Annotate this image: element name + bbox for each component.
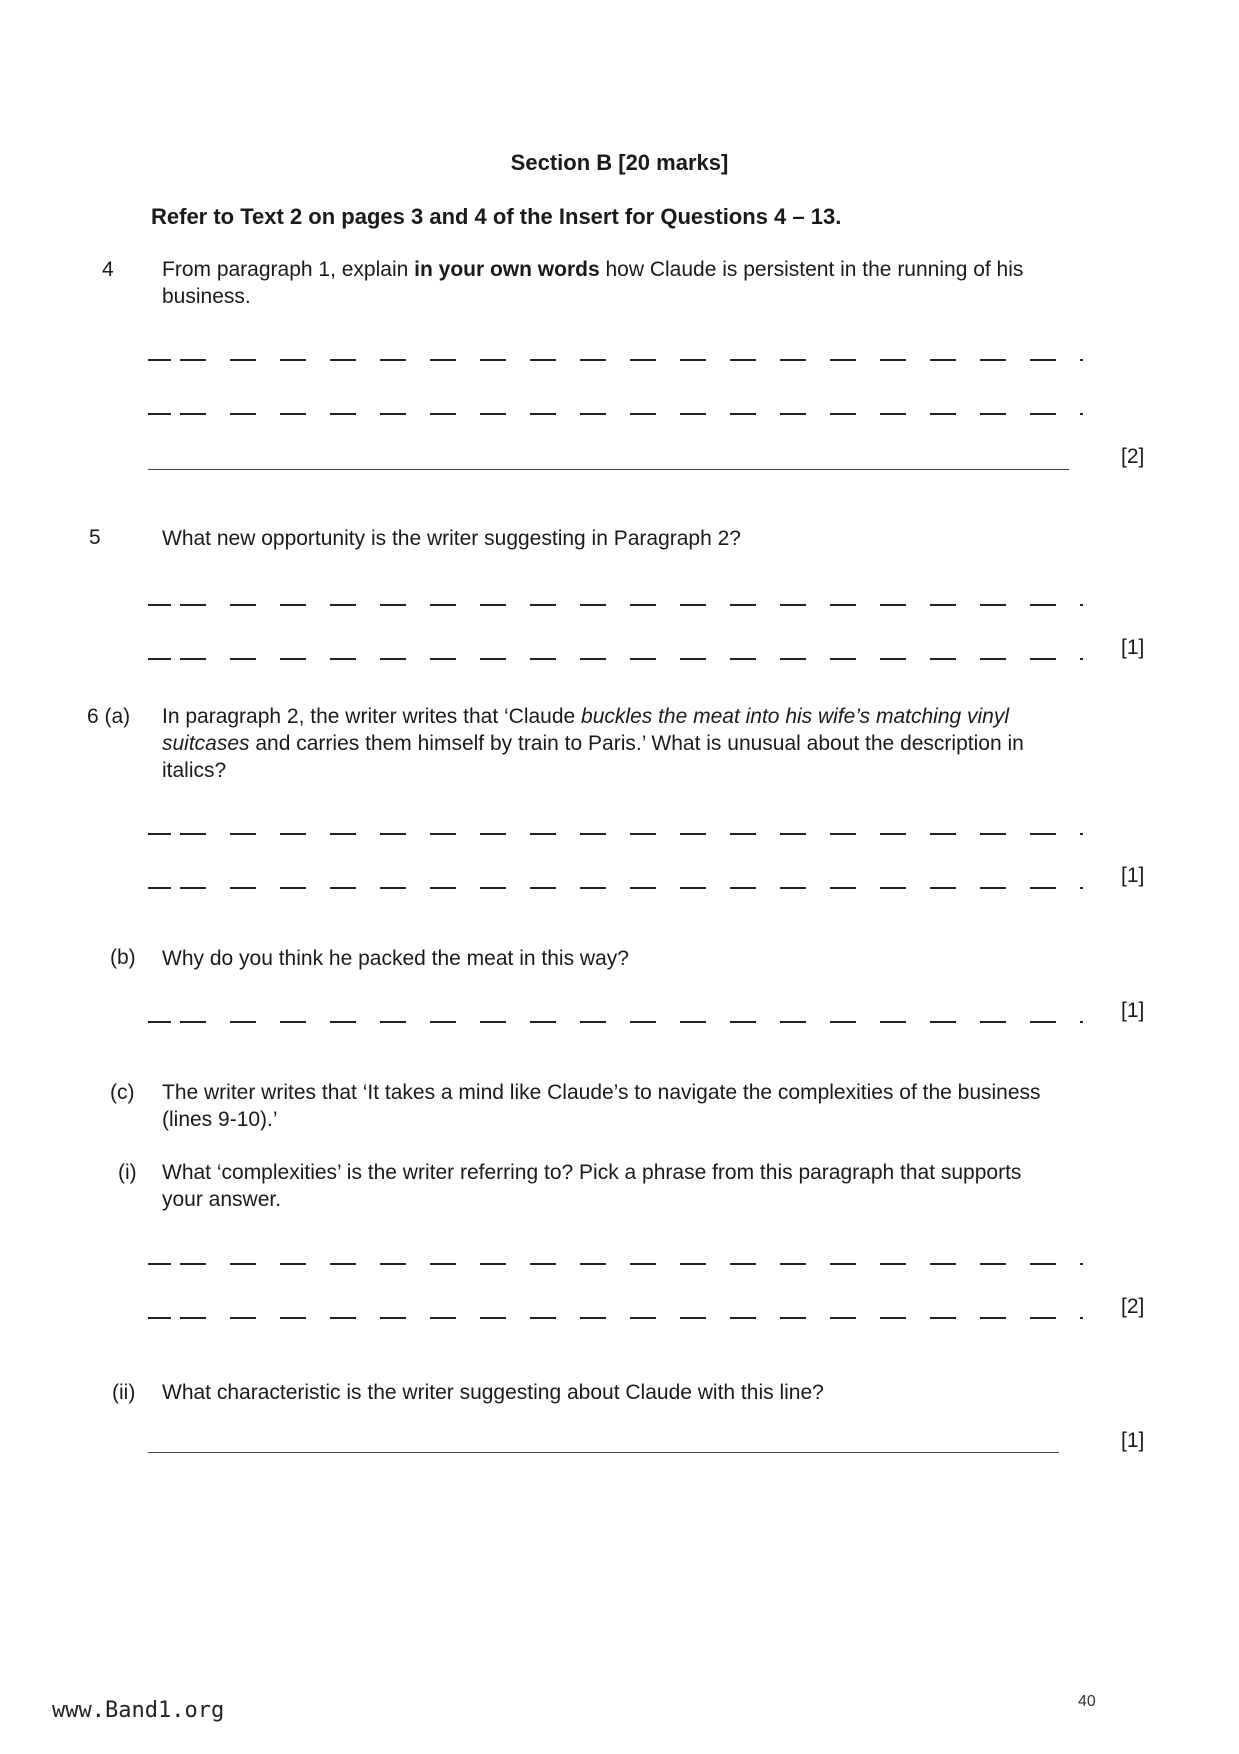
question-text-6c: The writer writes that ‘It takes a mind like Claude’s to navigate the complexities of the business (lines 9-10).’ bbox=[162, 1081, 1041, 1131]
question-text-part: In paragraph 2, the writer writes that ‘Claude bbox=[162, 705, 582, 728]
page-number: 40 bbox=[1078, 1693, 1096, 1710]
footer-url: www.Band1.org bbox=[52, 1698, 225, 1723]
section-instruction: Refer to Text 2 on pages 3 and 4 of the Insert for Questions 4 – 13. bbox=[151, 204, 842, 229]
answer-line[interactable] bbox=[148, 604, 1083, 606]
question-number: 4 bbox=[102, 258, 114, 281]
answer-line[interactable] bbox=[148, 658, 1083, 660]
question-text-part: From paragraph 1, explain bbox=[162, 258, 415, 281]
answer-line[interactable] bbox=[148, 469, 1069, 470]
answer-line[interactable] bbox=[148, 887, 1083, 889]
answer-line[interactable] bbox=[148, 413, 1083, 415]
question-text-6a bbox=[162, 703, 1057, 784]
marks-badge: [1] bbox=[1121, 1429, 1145, 1452]
question-text-part: and carries them himself by train to Paris.’ What is unusual about the description in italics? bbox=[162, 732, 1024, 782]
answer-line[interactable] bbox=[148, 1021, 1083, 1023]
question-number: (b) bbox=[110, 946, 136, 969]
marks-badge: [1] bbox=[1121, 864, 1145, 887]
section-title: Section B [20 marks] bbox=[510, 150, 729, 175]
question-number: (i) bbox=[118, 1161, 137, 1184]
question-text-emphasis: in your own words bbox=[414, 258, 600, 281]
question-number: (ii) bbox=[112, 1381, 136, 1404]
question-text-4 bbox=[162, 256, 1067, 310]
question-text-6cii: What characteristic is the writer suggesting about Claude with this line? bbox=[162, 1381, 824, 1404]
answer-line[interactable] bbox=[148, 833, 1083, 835]
question-number: (c) bbox=[110, 1081, 135, 1104]
question-text-6b: Why do you think he packed the meat in this way? bbox=[162, 947, 629, 970]
answer-line[interactable] bbox=[148, 1452, 1059, 1453]
answer-line[interactable] bbox=[148, 1317, 1083, 1319]
answer-line[interactable] bbox=[148, 1263, 1083, 1265]
marks-badge: [1] bbox=[1121, 999, 1145, 1022]
question-number: 6 (a) bbox=[87, 705, 131, 728]
question-text-5: What new opportunity is the writer suggesting in Paragraph 2? bbox=[162, 527, 741, 550]
marks-badge: [2] bbox=[1121, 1295, 1145, 1318]
answer-line[interactable] bbox=[148, 359, 1083, 361]
question-text-italic: buckles the meat into his wife’s matching vinyl suitcases bbox=[162, 705, 1010, 755]
question-number: 5 bbox=[89, 526, 101, 549]
question-text-6ci: What ‘complexities’ is the writer referring to? Pick a phrase from this paragraph that supports your answer. bbox=[162, 1161, 1022, 1211]
question-text-part: how Claude is persistent in the running of his business. bbox=[162, 258, 1024, 308]
marks-badge: [1] bbox=[1121, 636, 1145, 659]
marks-badge: [2] bbox=[1121, 445, 1145, 468]
